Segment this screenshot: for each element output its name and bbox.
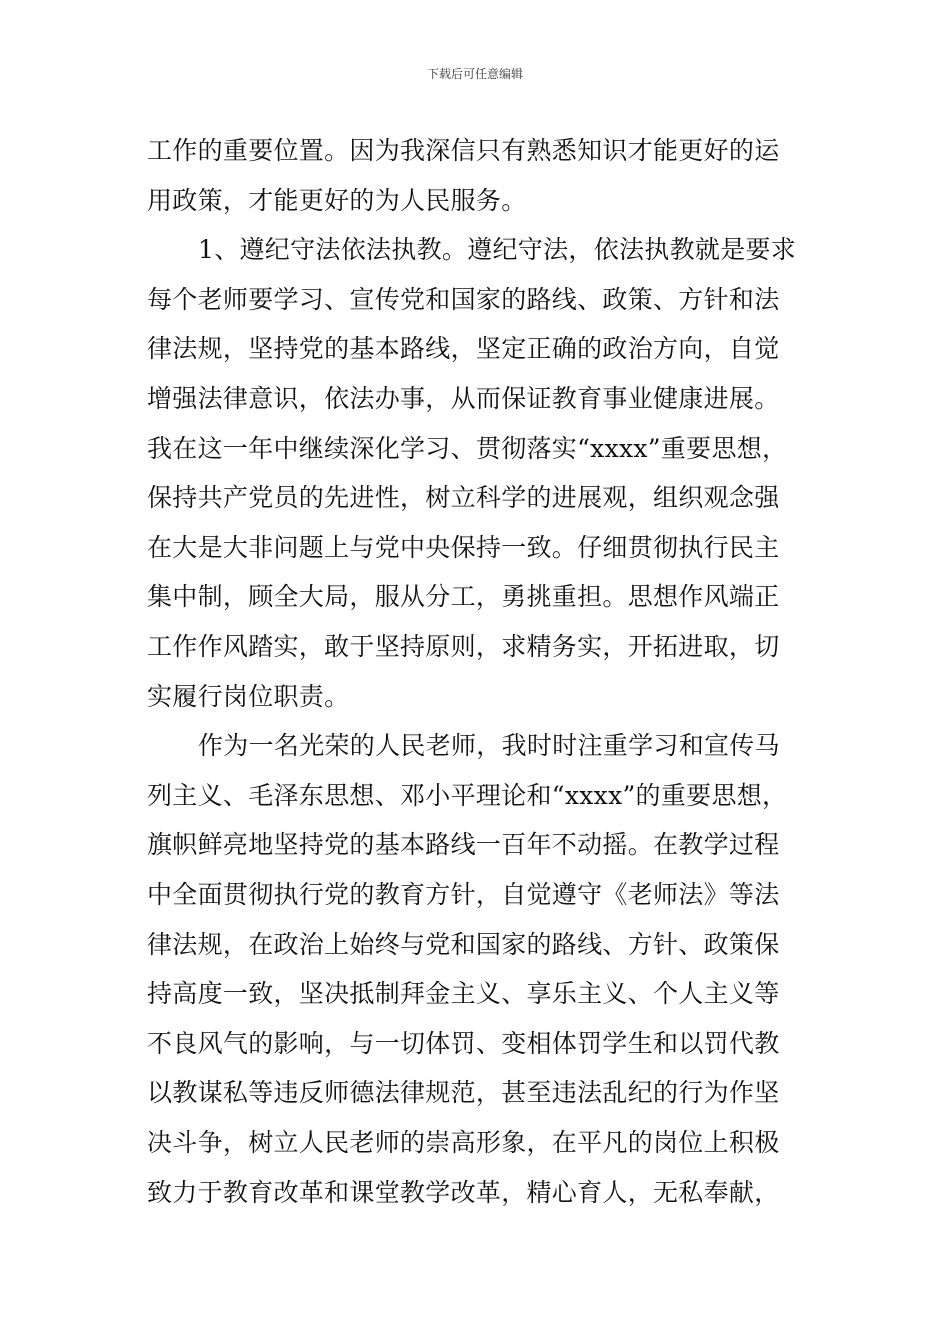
text-line: 用政策，才能更好的为人民服务。 (147, 185, 527, 215)
paragraph-start-line: 1、遵纪守法依法执教。遵纪守法，依法执教就是要求 (198, 235, 797, 265)
text-line: 工作作风踏实，敢于坚持原则，求精务实，开拓进取，切 (147, 632, 780, 661)
text-line: 不良风气的影响，与一切体罚、变相体罚学生和以罚代教 (147, 1028, 780, 1058)
page-header-note: 下载后可任意编辑 (426, 67, 523, 81)
text-line: 增强法律意识，依法办事，从而保证教育事业健康进展。 (147, 384, 780, 413)
text-line: 每个老师要学习、宣传党和国家的路线、政策、方针和法 (147, 284, 780, 314)
text-line: 律法规，在政治上始终与党和国家的路线、方针、政策保 (147, 929, 780, 959)
text-line: 律法规，坚持党的基本路线，坚定正确的政治方向，自觉 (147, 334, 780, 364)
text-line: 集中制，顾全大局，服从分工，勇挑重担。思想作风端正 (147, 582, 780, 612)
text-line: 列主义、毛泽东思想、邓小平理论和“xxxx”的重要思想， (147, 780, 788, 810)
text-line: 实履行岗位职责。 (147, 681, 350, 711)
text-line: 持高度一致，坚决抵制拜金主义、享乐主义、个人主义等 (147, 979, 780, 1009)
text-line: 以教谋私等违反师德法律规范，甚至违法乱纪的行为作坚 (147, 1078, 780, 1108)
paragraph-start-line: 作为一名光荣的人民老师，我时时注重学习和宣传马 (198, 731, 780, 761)
text-line: 中全面贯彻执行党的教育方针，自觉遵守《老师法》等法 (147, 880, 780, 909)
text-line: 旗帜鲜亮地坚持党的基本路线一百年不动摇。在教学过程 (147, 830, 780, 860)
text-line: 决斗争，树立人民老师的崇高形象，在平凡的岗位上积极 (147, 1128, 780, 1157)
text-line: 致力于教育改革和课堂教学改革，精心育人，无私奉献， (147, 1177, 780, 1207)
text-line: 我在这一年中继续深化学习、贯彻落实“xxxx”重要思想， (147, 433, 788, 463)
text-line: 保持共产党员的先进性，树立科学的进展观，组织观念强 (147, 483, 780, 513)
text-line: 工作的重要位置。因为我深信只有熟悉知识才能更好的运 (147, 136, 780, 165)
text-line: 在大是大非问题上与党中央保持一致。仔细贯彻执行民主 (147, 532, 780, 562)
